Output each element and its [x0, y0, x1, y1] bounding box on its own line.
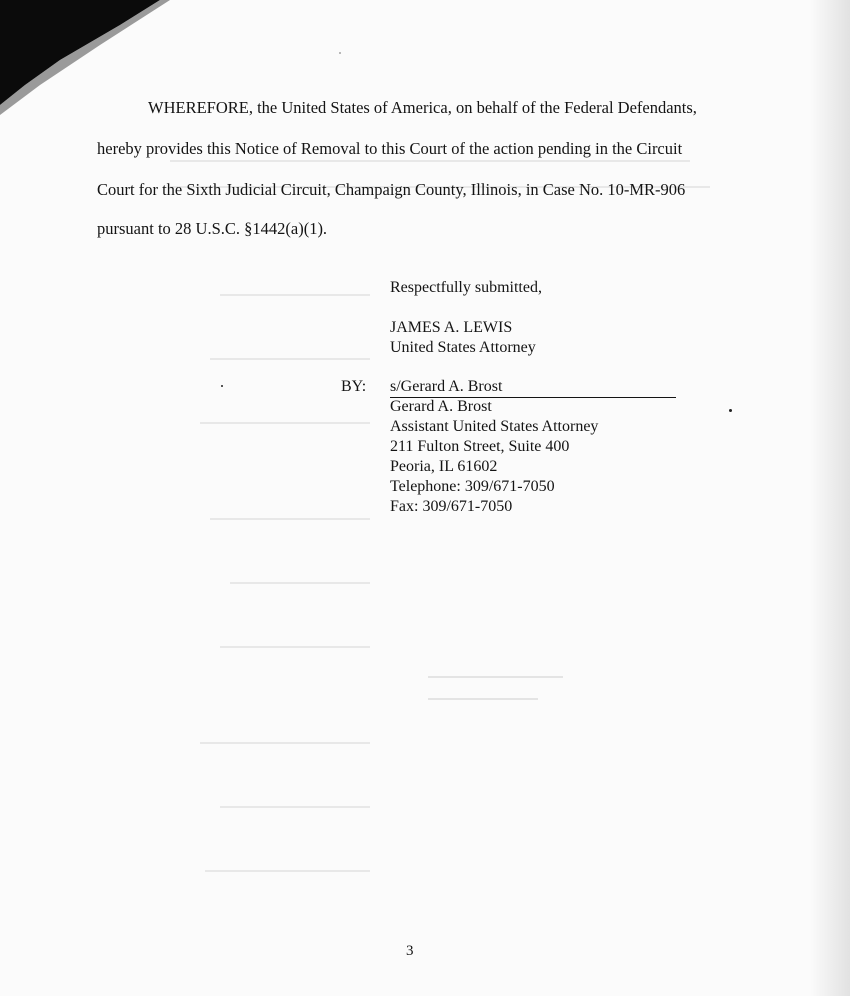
- scan-edge-shadow: [810, 0, 850, 996]
- bleed-through-shadow: [190, 240, 370, 560]
- page-number: 3: [406, 943, 414, 959]
- body-line-3: Court for the Sixth Judicial Circuit, Champaign County, Illinois, in Case No. 10-MR-906: [97, 180, 686, 199]
- scan-speck: [339, 52, 341, 54]
- signer-title: Assistant United States Attorney: [390, 418, 599, 435]
- scan-speck: [221, 385, 223, 387]
- telephone: Telephone: 309/671-7050: [390, 478, 555, 495]
- closing-text: Respectfully submitted,: [390, 279, 542, 296]
- attorney-title: United States Attorney: [390, 339, 536, 356]
- attorney-name: JAMES A. LEWIS: [390, 319, 513, 336]
- address-line-1: 211 Fulton Street, Suite 400: [390, 438, 570, 455]
- body-line-2: hereby provides this Notice of Removal to this Court of the action pending in the Circuit: [97, 139, 683, 158]
- signer-name: Gerard A. Brost: [390, 398, 492, 415]
- body-line-1: WHEREFORE, the United States of America, on behalf of the Federal Defendants,: [148, 98, 697, 117]
- electronic-signature: s/Gerard A. Brost: [390, 378, 503, 395]
- scan-speck: [729, 409, 732, 412]
- address-line-2: Peoria, IL 61602: [390, 458, 498, 475]
- fax: Fax: 309/671-7050: [390, 498, 513, 515]
- signature-line: [390, 377, 676, 398]
- by-label: BY:: [341, 378, 367, 395]
- body-line-4: pursuant to 28 U.S.C. §1442(a)(1).: [97, 219, 328, 238]
- scan-corner-shadow: [0, 0, 170, 120]
- bleed-through-signature: [428, 664, 568, 698]
